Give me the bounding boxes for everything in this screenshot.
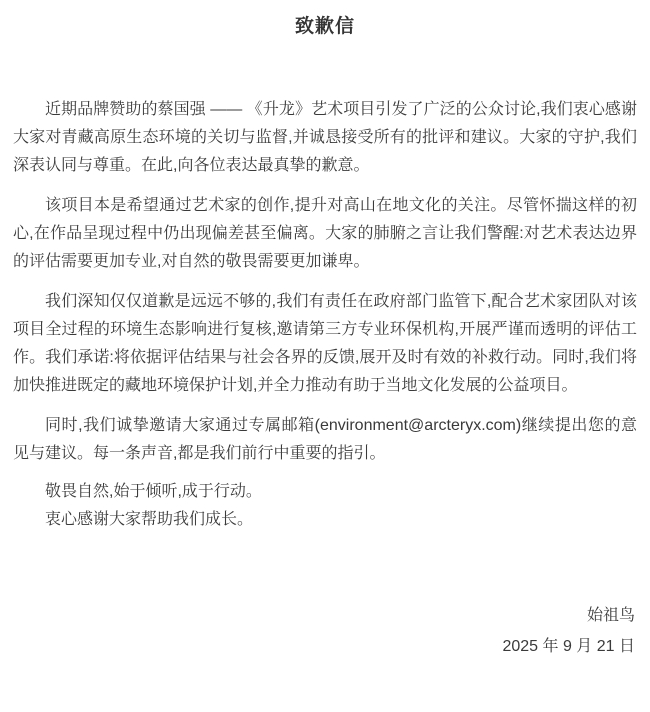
letter-title: 致歉信	[294, 16, 355, 37]
signature-block	[13, 600, 637, 662]
letter-paragraph-feedback-email: 同时,我们诚挚邀请大家通过专属邮箱(environment@arcteryx.com)继续提出您的意见与建议。每一条声音,都是我们前行中重要的指引。	[13, 417, 637, 462]
signature-date: 2025 年 9 月 21 日	[502, 638, 635, 655]
letter-paragraph-commitments: 我们深知仅仅道歉是远远不够的,我们有责任在政府部门监管下,配合艺术家团队对该项目全过程的环境生态影响进行复核,邀请第三方专业环保机构,开展严谨而透明的评估工作。我们承诺:将依据评估结果与社会各界的反馈,展开及时有效的补救行动。同时,我们将加快推进既定的藏地环境保护计划,并全力推动有助于当地文化发展的公益项目。	[13, 293, 637, 394]
letter-closing	[13, 478, 637, 534]
signature-name: 始祖鸟	[586, 607, 635, 624]
letter-paragraph-reflection: 该项目本是希望通过艺术家的创作,提升对高山在地文化的关注。尽管怀揣这样的初心,在作品呈现过程中仍出现偏差甚至偏离。大家的肺腑之言让我们警醒:对艺术表达边界的评估需要更加专业,对自然的敬畏需要更加谦卑。	[13, 197, 637, 270]
closing-line-motto: 敬畏自然,始于倾听,成于行动。	[45, 483, 262, 500]
letter-paragraph-intro: 近期品牌赞助的蔡国强 —— 《升龙》艺术项目引发了广泛的公众讨论,我们衷心感谢大家对青藏高原生态环境的关切与监督,并诚恳接受所有的批评和建议。大家的守护,我们深表认同与尊重。在此,向各位表达最真挚的歉意。	[13, 101, 637, 174]
closing-line-thanks: 衷心感谢大家帮助我们成长。	[45, 511, 254, 528]
apology-letter	[0, 14, 650, 712]
